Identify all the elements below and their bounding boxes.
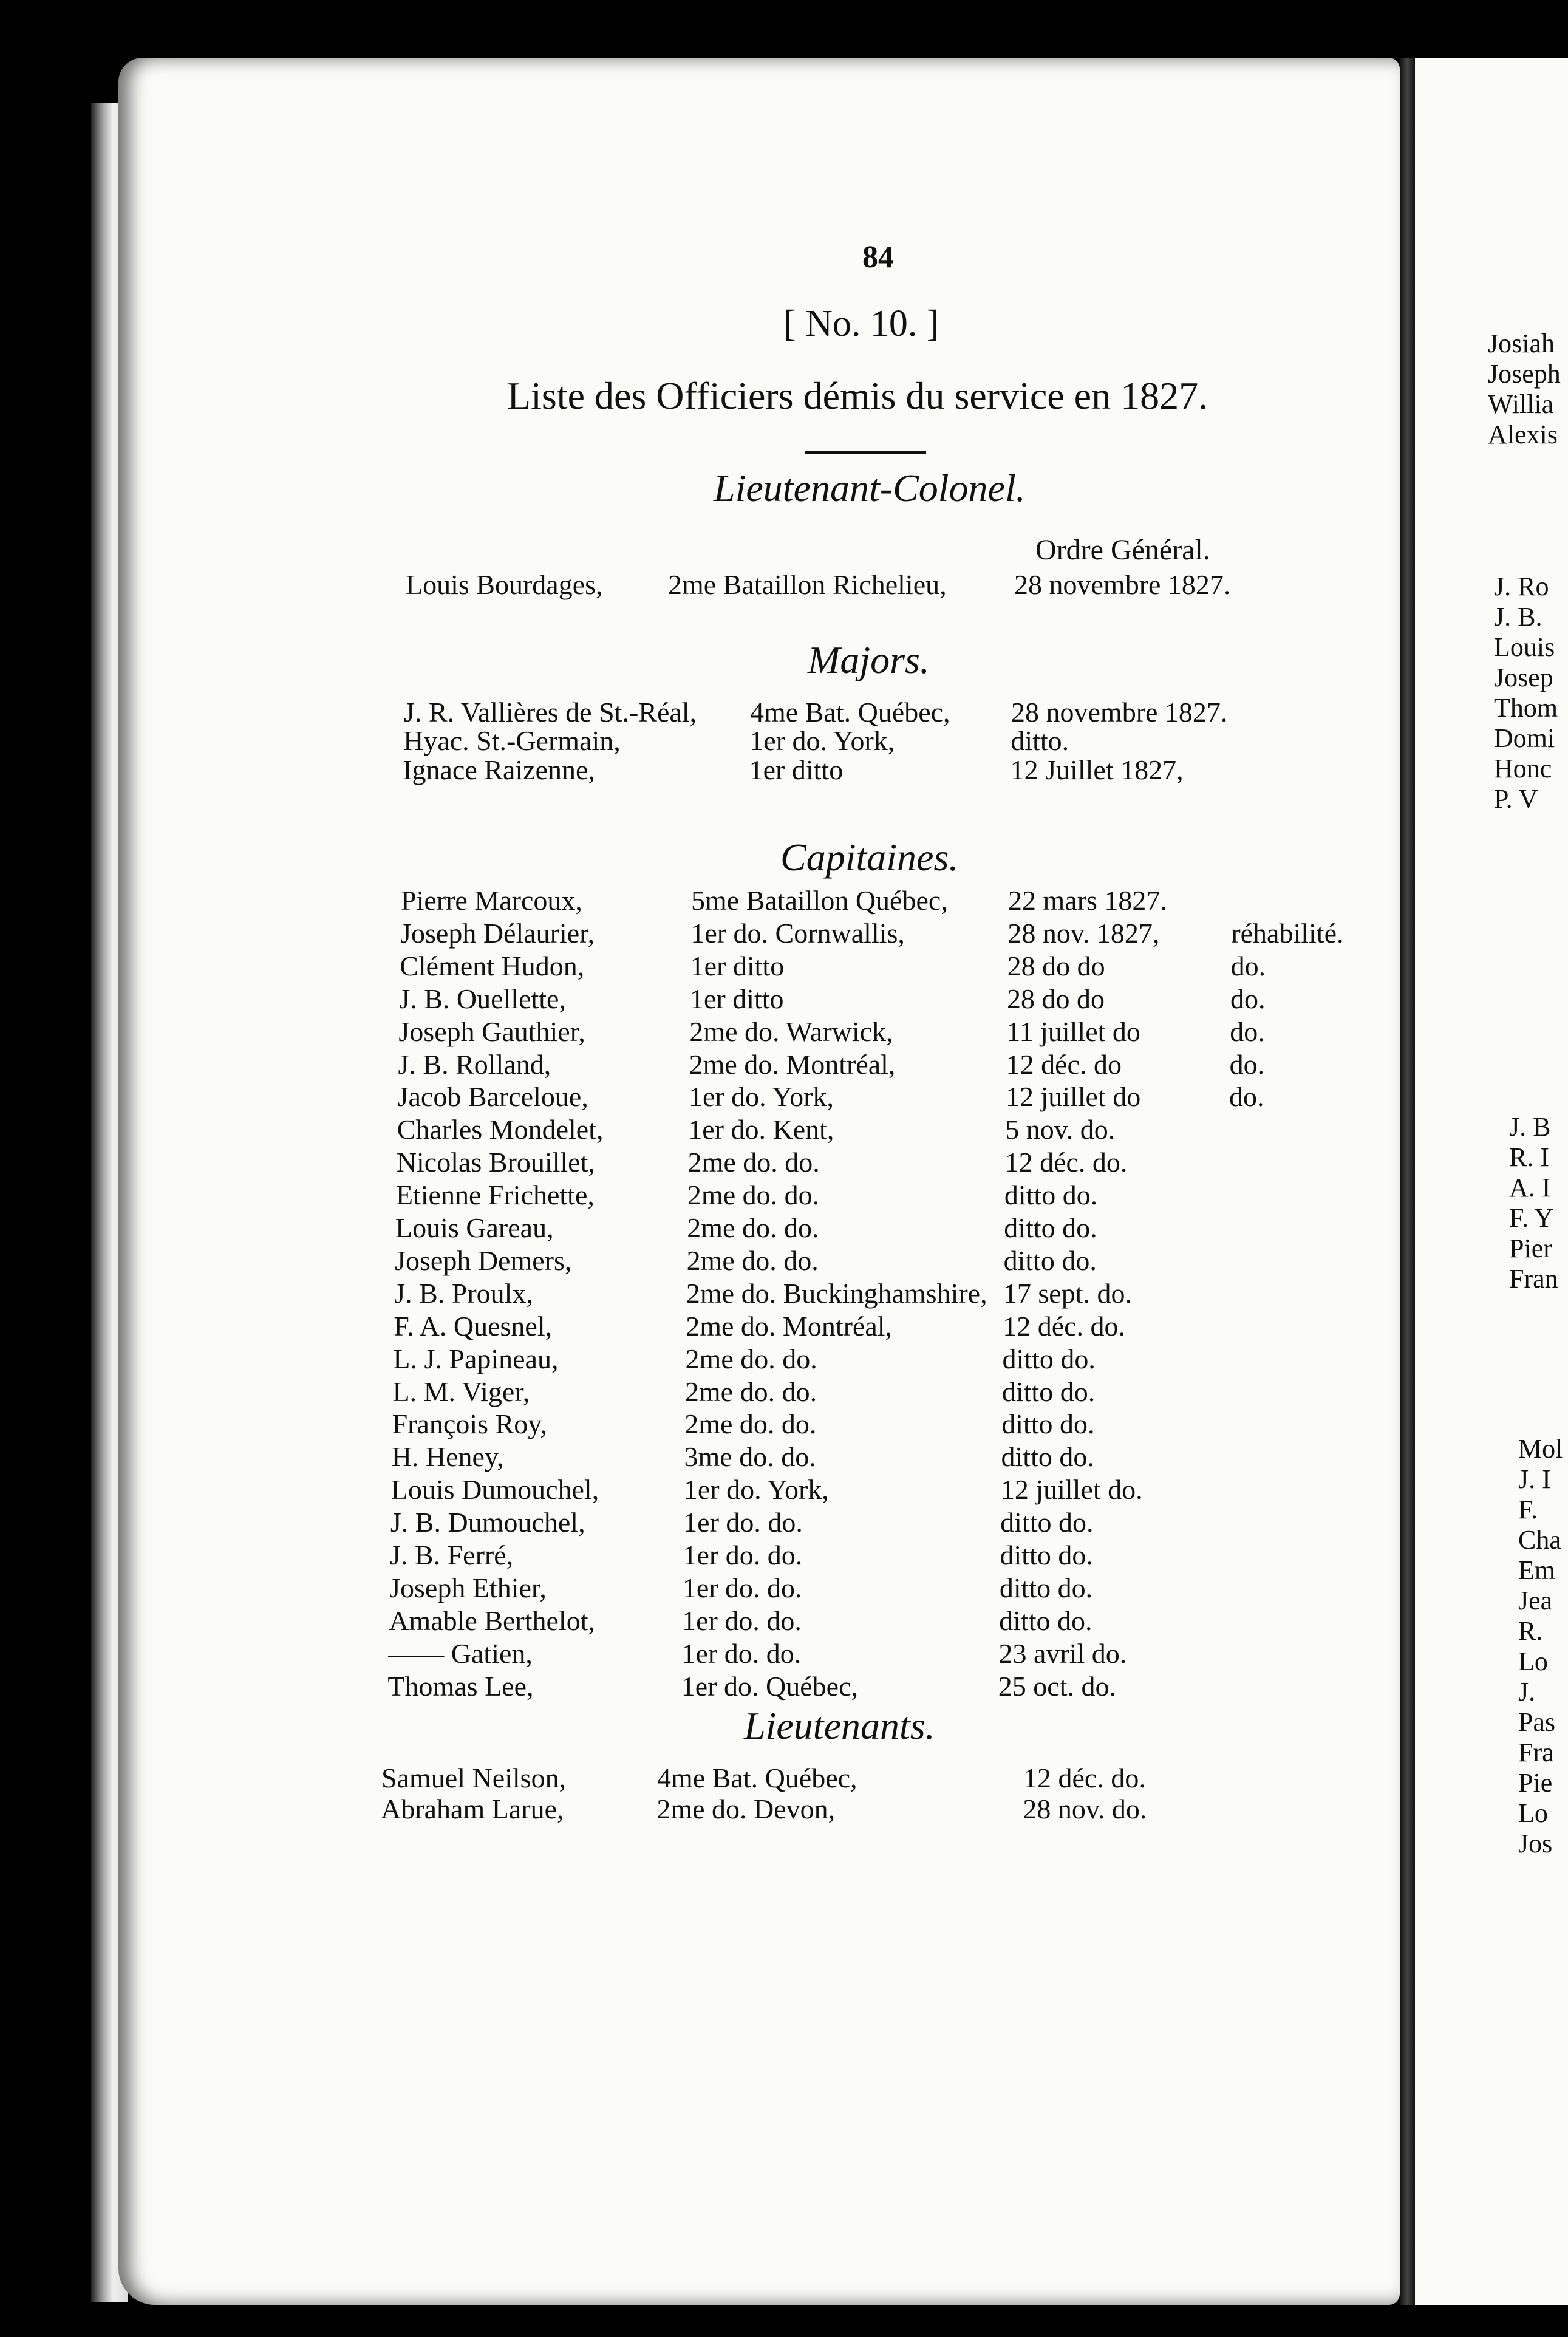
adjacent-page-fragment: Alexis — [1488, 420, 1558, 449]
officer-name: Louis Dumouchel, — [390, 1474, 599, 1506]
officer-battalion: 1er ditto — [689, 983, 784, 1014]
officer-date: ditto do. — [999, 1605, 1092, 1636]
officer-date: 28 do do — [1006, 983, 1105, 1014]
officer-date: 17 sept. do. — [1003, 1277, 1132, 1309]
officer-note: do. — [1230, 950, 1266, 981]
officer-date: 28 do do — [1007, 950, 1105, 981]
officer-date: 12 déc. do — [1006, 1048, 1122, 1080]
adjacent-page-fragment: Lo — [1518, 1798, 1548, 1828]
officer-name: L. J. Papineau, — [393, 1343, 559, 1374]
adjacent-page-fragment: Fran — [1509, 1264, 1558, 1294]
title-rule — [805, 451, 926, 454]
officer-battalion: 2me do. Buckinghamshire, — [686, 1277, 987, 1309]
adjacent-page-fragment: Cha — [1518, 1525, 1561, 1555]
adjacent-page-fragment: Em — [1518, 1555, 1556, 1585]
adjacent-page-fragment: Lo — [1518, 1646, 1548, 1676]
officer-date: 28 novembre 1827. — [1014, 569, 1231, 600]
officer-name: François Roy, — [392, 1408, 547, 1440]
adjacent-page-fragment: J. — [1518, 1677, 1536, 1707]
officer-note: do. — [1229, 1048, 1265, 1080]
adjacent-page-fragment: Josep — [1494, 663, 1553, 692]
officer-battalion: 1er do. do. — [682, 1572, 802, 1603]
officer-battalion: 1er do. York, — [683, 1474, 829, 1506]
ordre-general-label: Ordre Général. — [1035, 534, 1210, 566]
heading-majors: Majors. — [808, 638, 930, 681]
officer-name: Samuel Neilson, — [381, 1762, 567, 1793]
adjacent-page-fragment: Thom — [1494, 693, 1558, 723]
adjacent-page-fragment: Jos — [1518, 1829, 1553, 1858]
officer-date: ditto do. — [1001, 1441, 1094, 1473]
officer-battalion: 1er do. do. — [681, 1637, 802, 1669]
officer-battalion: 5me Bataillon Québec, — [691, 885, 948, 916]
heading-lieutenants: Lieutenants. — [744, 1704, 935, 1747]
officer-name: Joseph Délaurier, — [400, 917, 595, 949]
officer-name: H. Heney, — [391, 1441, 504, 1473]
officer-name: Jacob Barceloue, — [397, 1081, 588, 1113]
officer-battalion: 1er ditto — [690, 950, 785, 981]
officer-battalion: 1er ditto — [749, 754, 844, 785]
officer-name: Charles Mondelet, — [397, 1114, 604, 1145]
officer-battalion: 1er do. Cornwallis, — [690, 917, 905, 949]
adjacent-page-fragment: Pie — [1518, 1768, 1553, 1798]
officer-date: ditto do. — [1002, 1343, 1096, 1374]
officer-name: Etienne Frichette, — [395, 1179, 595, 1211]
adjacent-page-fragment: Josiah — [1488, 329, 1555, 358]
officer-date: 12 juillet do — [1005, 1081, 1141, 1113]
officer-battalion: 2me do. do. — [684, 1408, 817, 1440]
officer-name: Pierre Marcoux, — [401, 885, 582, 916]
officer-battalion: 2me do. do. — [686, 1244, 819, 1276]
adjacent-page-fragment: J. Ro — [1494, 571, 1549, 601]
officer-name: Louis Bourdages, — [406, 569, 603, 600]
officer-date: 12 déc. do. — [1003, 1310, 1126, 1342]
officer-battalion: 2me do. do. — [687, 1147, 820, 1178]
page-number: 84 — [862, 240, 894, 275]
adjacent-page-fragment: Pas — [1518, 1707, 1556, 1737]
officer-note: do. — [1230, 1015, 1265, 1047]
adjacent-page-fragment: Louis — [1494, 632, 1555, 662]
officer-name: —— Gatien, — [388, 1637, 533, 1669]
officer-date: ditto do. — [1001, 1376, 1096, 1407]
officer-date: 11 juillet do — [1006, 1015, 1140, 1047]
officer-battalion: 2me do. Montréal, — [686, 1310, 893, 1342]
officer-battalion: 2me do. do. — [685, 1343, 817, 1374]
officer-name: Joseph Ethier, — [389, 1572, 547, 1603]
officer-battalion: 2me do. Devon, — [656, 1793, 836, 1825]
adjacent-page-fragment: Fra — [1518, 1738, 1554, 1767]
adjacent-page-fragment: J. B. — [1494, 602, 1542, 632]
officer-date: 12 Juillet 1827, — [1010, 754, 1184, 785]
adjacent-page-fragment: Pier — [1509, 1233, 1552, 1263]
officer-name: J. B. Ferré, — [390, 1540, 514, 1571]
officer-date: 28 novembre 1827. — [1011, 697, 1228, 728]
officer-date: ditto do. — [1004, 1179, 1098, 1211]
officer-name: Ignace Raizenne, — [403, 754, 595, 785]
officer-battalion: 2me do. do. — [687, 1212, 819, 1243]
officer-date: 12 déc. do. — [1023, 1762, 1146, 1793]
officer-date: ditto do. — [1001, 1408, 1095, 1440]
officer-battalion: 4me Bat. Québec, — [657, 1762, 857, 1793]
officer-date: ditto do. — [1003, 1244, 1097, 1276]
adjacent-page-fragment: J. I — [1518, 1464, 1551, 1494]
officer-name: F. A. Quesnel, — [394, 1310, 553, 1342]
officer-note: do. — [1230, 983, 1266, 1014]
adjacent-page-fragment: F. Y — [1509, 1203, 1554, 1233]
officer-date: 28 nov. do. — [1023, 1793, 1147, 1825]
adjacent-page-fragment: P. V — [1494, 784, 1538, 814]
officer-battalion: 1er do. York, — [688, 1081, 834, 1113]
officer-battalion: 1er do. do. — [682, 1605, 802, 1636]
officer-battalion: 4me Bat. Québec, — [750, 697, 950, 728]
adjacent-page-fragment: Jea — [1518, 1586, 1553, 1615]
officer-date: 25 oct. do. — [998, 1670, 1116, 1702]
officer-battalion: 1er do. Québec, — [681, 1670, 859, 1702]
officer-battalion: 1er do. Kent, — [688, 1114, 834, 1145]
officer-name: Clément Hudon, — [400, 950, 585, 981]
officer-note: réhabilité. — [1231, 917, 1344, 949]
officer-name: Joseph Gauthier, — [398, 1015, 585, 1047]
officer-date: 5 nov. do. — [1005, 1114, 1116, 1145]
officer-name: Hyac. St.-Germain, — [403, 725, 621, 757]
adjacent-page-fragment: J. B — [1509, 1112, 1551, 1142]
officer-name: Nicolas Brouillet, — [396, 1147, 595, 1178]
adjacent-page-fragment: Willia — [1488, 389, 1554, 419]
adjacent-page-fragment: R. — [1518, 1616, 1543, 1646]
adjacent-page-fragment: Honc — [1494, 754, 1552, 783]
officer-name: J. B. Rolland, — [398, 1048, 551, 1080]
adjacent-page-fragment: F. — [1518, 1495, 1538, 1524]
officer-battalion: 2me do. do. — [687, 1179, 820, 1211]
officer-battalion: 1er do. do. — [683, 1540, 803, 1571]
adjacent-page-fragment: R. I — [1509, 1142, 1549, 1172]
officer-date: ditto do. — [1004, 1212, 1097, 1243]
heading-capitaines: Capitaines. — [780, 836, 959, 879]
officer-battalion: 2me do. Warwick, — [689, 1015, 893, 1047]
officer-note: do. — [1229, 1081, 1264, 1113]
officer-battalion: 3me do. do. — [684, 1441, 816, 1473]
adjacent-page-fragment: A. I — [1509, 1173, 1551, 1203]
officer-date: ditto do. — [999, 1572, 1093, 1603]
adjacent-page-fragment: Domi — [1494, 723, 1555, 753]
officer-name: Thomas Lee, — [387, 1670, 534, 1702]
officer-name: Joseph Demers, — [395, 1244, 572, 1276]
officer-date: 28 nov. 1827, — [1007, 917, 1160, 949]
adjacent-page-fragment: Mol — [1518, 1434, 1563, 1464]
officer-battalion: 2me do. Montréal, — [689, 1048, 896, 1080]
officer-date: 22 mars 1827. — [1008, 885, 1167, 916]
officer-name: L. M. Viger, — [392, 1376, 530, 1407]
officer-name: J. B. Ouellette, — [399, 983, 566, 1014]
officer-name: Abraham Larue, — [381, 1793, 564, 1825]
officer-battalion: 1er do. York, — [749, 725, 895, 757]
officer-date: 23 avril do. — [998, 1637, 1127, 1669]
officer-battalion: 2me Bataillon Richelieu, — [668, 569, 947, 600]
book-gutter — [1400, 58, 1415, 2305]
officer-date: ditto do. — [1000, 1507, 1094, 1538]
officer-date: ditto. — [1011, 725, 1069, 757]
officer-name: J. B. Dumouchel, — [390, 1507, 585, 1538]
officer-battalion: 2me do. do. — [684, 1376, 817, 1407]
officer-name: J. R. Vallières de St.-Réal, — [404, 697, 697, 728]
page-title: Liste des Officiers démis du service en 1827. — [507, 374, 1208, 417]
officer-name: Amable Berthelot, — [389, 1605, 595, 1636]
officer-date: 12 déc. do. — [1004, 1147, 1128, 1178]
adjacent-page-fragment: Joseph — [1488, 359, 1561, 389]
section-label: [ No. 10. ] — [783, 303, 939, 344]
officer-date: 12 juillet do. — [1000, 1474, 1143, 1506]
officer-battalion: 1er do. do. — [683, 1507, 803, 1538]
officer-date: ditto do. — [1000, 1540, 1093, 1571]
officer-name: J. B. Proulx, — [394, 1277, 533, 1309]
officer-name: Louis Gareau, — [395, 1212, 554, 1243]
heading-lieutenant-colonel: Lieutenant-Colonel. — [714, 466, 1026, 510]
